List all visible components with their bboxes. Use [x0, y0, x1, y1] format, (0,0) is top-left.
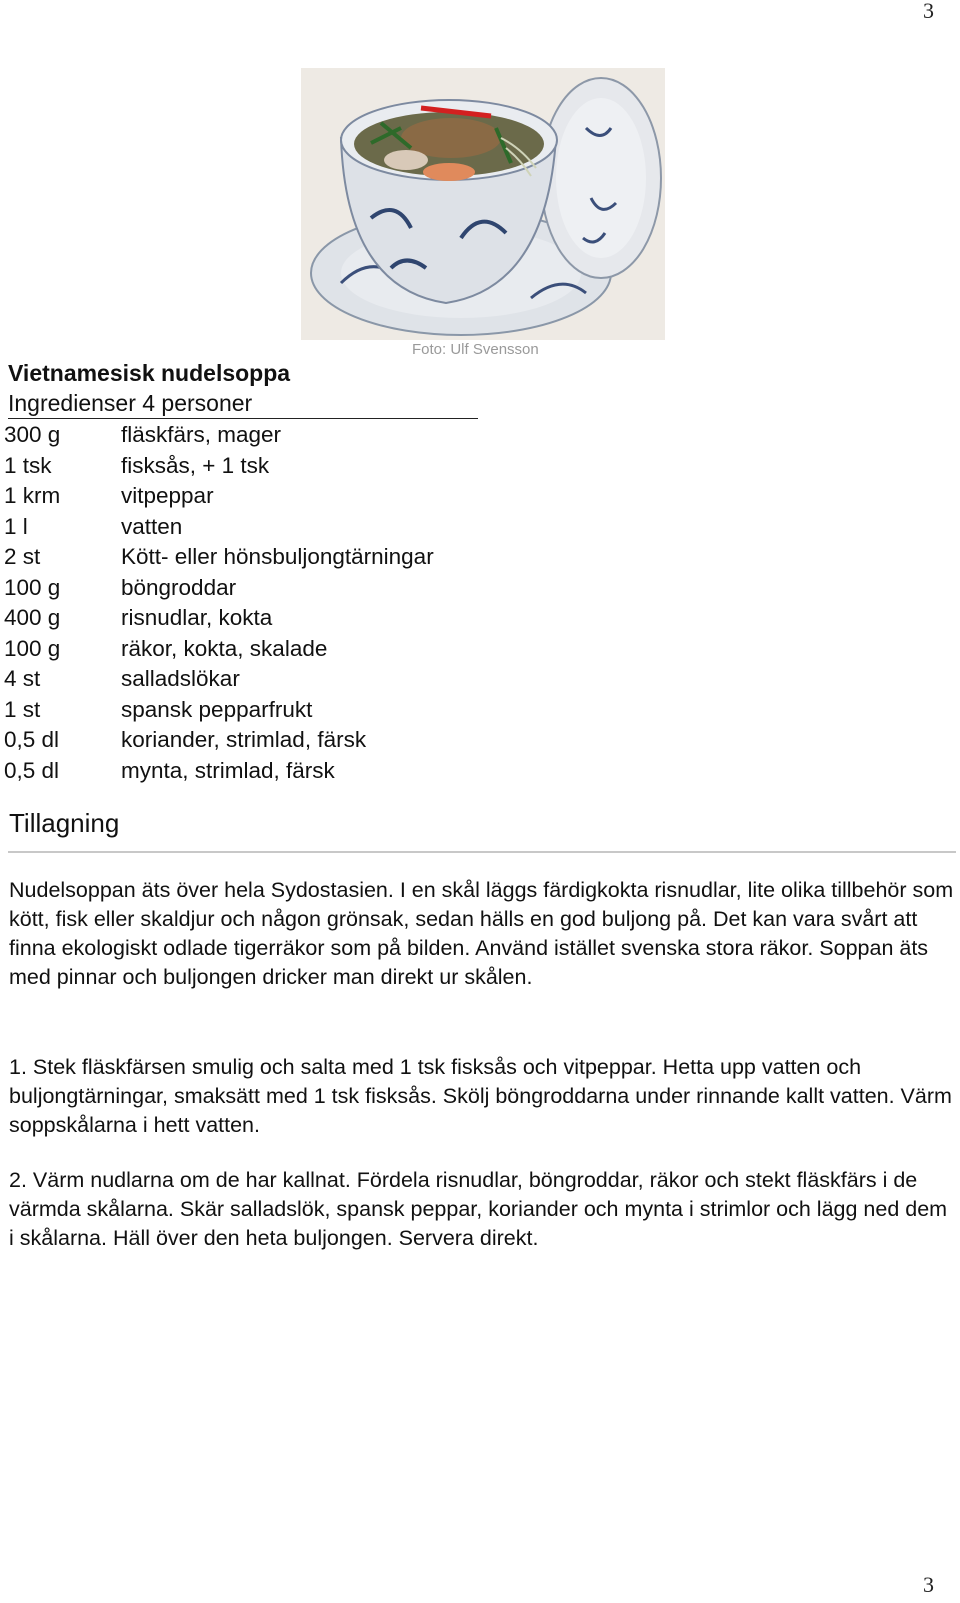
- ingredient-row: [4, 603, 434, 634]
- ingredient-name: Kött- eller hönsbuljongtärningar: [121, 544, 434, 569]
- ingredient-quantity: 1 st: [4, 696, 41, 722]
- ingredients-header: Ingredienser 4 personer: [8, 390, 478, 419]
- ingredient-name: mynta, strimlad, färsk: [121, 757, 335, 783]
- ingredient-name: böngroddar: [121, 574, 237, 600]
- ingredient-row: [4, 695, 434, 726]
- page-number-top: 3: [923, 0, 934, 23]
- ingredient-row: [4, 664, 434, 695]
- section-divider: [8, 851, 956, 853]
- photo-credit: Foto: Ulf Svensson: [412, 341, 539, 358]
- ingredient-row: [4, 573, 434, 604]
- recipe-title: Vietnamesisk nudelsoppa: [8, 360, 291, 386]
- ingredient-name: salladslökar: [121, 666, 240, 691]
- ingredient-row: [4, 512, 434, 543]
- ingredient-quantity: 0,5 dl: [4, 727, 60, 752]
- ingredient-row: [4, 634, 434, 665]
- ingredient-name: vitpeppar: [121, 483, 214, 508]
- ingredient-name: koriander, strimlad, färsk: [121, 727, 367, 752]
- ingredient-name: räkor, kokta, skalade: [121, 635, 328, 661]
- step-1-paragraph: 1. Stek fläskfärsen smulig och salta med 1 tsk fisksås och vitpeppar. Hetta upp vatten och buljongtärningar, smaksätt med 1 tsk fisksås. Skölj böngroddarna under rinnande kallt vatten. Värm soppskålarna i hett vatten.: [9, 1055, 952, 1137]
- ingredient-row: [4, 451, 434, 482]
- ingredient-name: fläskfärs, mager: [121, 422, 282, 447]
- ingredient-quantity: 0,5 dl: [4, 757, 60, 783]
- ingredient-quantity: 1 tsk: [4, 452, 52, 478]
- step-2-paragraph: 2. Värm nudlarna om de har kallnat. Fördela risnudlar, böngroddar, räkor och stekt fläskfärs i de värmda skålarna. Skär salladslök, spansk peppar, koriander och mynta i strimlor och lägg ned dem i skålarna. Häll över den heta buljongen. Servera direkt.: [9, 1168, 948, 1250]
- ingredient-name: fisksås, + 1 tsk: [121, 452, 270, 478]
- ingredient-name: vatten: [121, 513, 183, 539]
- ingredient-name: spansk pepparfrukt: [121, 696, 313, 722]
- soup-photo: [301, 68, 665, 340]
- ingredient-quantity: 100 g: [4, 574, 61, 600]
- ingredient-name: risnudlar, kokta: [121, 605, 273, 630]
- ingredient-quantity: 100 g: [4, 635, 61, 661]
- ingredient-row: [4, 725, 434, 756]
- ingredient-quantity: 400 g: [4, 605, 61, 630]
- ingredient-row: [4, 542, 434, 573]
- intro-paragraph: Nudelsoppan äts över hela Sydostasien. I en skål läggs färdigkokta risnudlar, lite olika tillbehör som kött, fisk eller skaldjur och någon grönsak, sedan hälls en god buljong på. Det kan vara svårt att finna ekologiskt odlade tigerräkor som på bilden. Använd istället svenska stora räkor. Soppan äts med pinnar och buljongen dricker man direkt ur skålen.: [9, 878, 954, 989]
- ingredient-row: [4, 420, 434, 451]
- ingredient-row: [4, 481, 434, 512]
- ingredient-quantity: 300 g: [4, 422, 61, 447]
- ingredient-list: [4, 420, 434, 786]
- ingredient-quantity: 1 l: [4, 513, 28, 539]
- ingredient-quantity: 2 st: [4, 544, 41, 569]
- ingredient-quantity: 4 st: [4, 666, 41, 691]
- ingredient-row: [4, 756, 434, 787]
- ingredient-quantity: 1 krm: [4, 483, 61, 508]
- preparation-heading: Tillagning: [9, 808, 120, 838]
- page-number-bottom: 3: [923, 1572, 934, 1597]
